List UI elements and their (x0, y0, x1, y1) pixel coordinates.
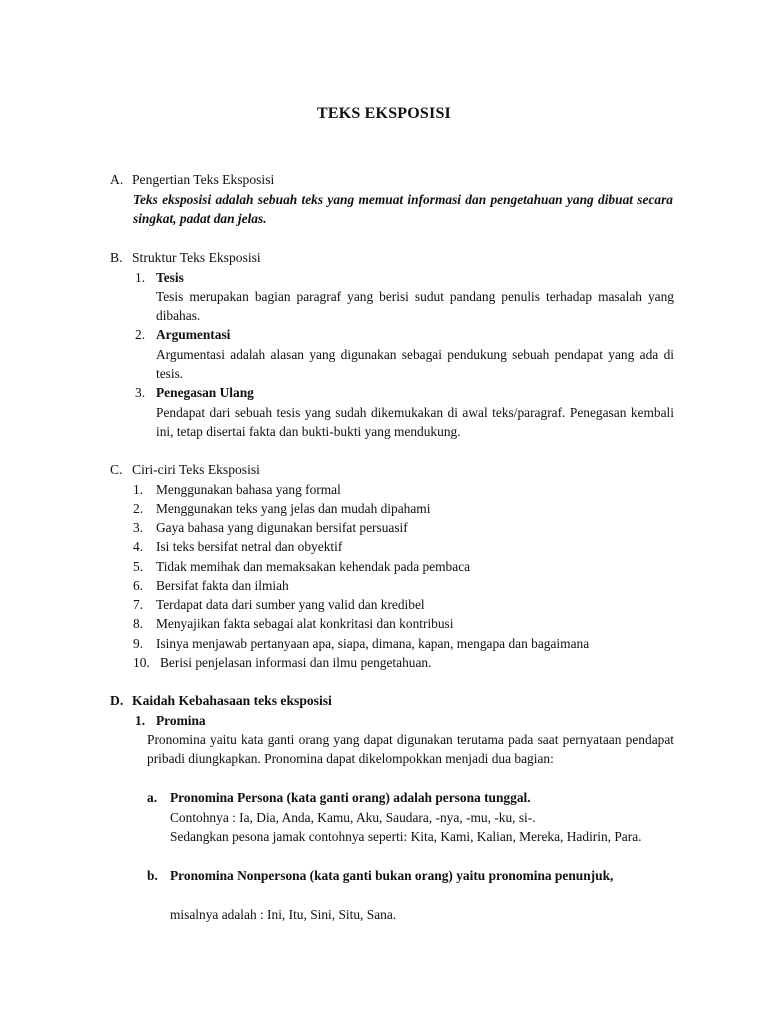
section-a-title: Pengertian Teks Eksposisi (132, 172, 275, 187)
section-c-item-8-text: Menyajikan fakta sebagai alat konkritasi dan kontribusi (156, 616, 454, 631)
section-c-item-8-number: 8. (133, 616, 144, 631)
section-c-item-6-text: Bersifat fakta dan ilmiah (156, 578, 289, 593)
section-d-heading (110, 691, 332, 710)
section-c-item-9-number: 9. (133, 636, 144, 651)
section-d-sub-a-letter: a. (147, 790, 158, 805)
section-c-item-1-text: Menggunakan bahasa yang formal (156, 482, 341, 497)
page-title: TEKS EKSPOSISI (317, 105, 451, 122)
section-d-title: Kaidah Kebahasaan teks eksposisi (132, 693, 332, 708)
section-b-item-3-title: Penegasan Ulang (156, 385, 254, 400)
section-b-item-2-number: 2. (135, 327, 146, 342)
section-c-item-6-number: 6. (133, 578, 144, 593)
section-b-item-3-number: 3. (135, 385, 146, 400)
section-a-letter: A. (110, 172, 124, 187)
section-d-item-1-number: 1. (135, 713, 146, 728)
section-b-item-2-title: Argumentasi (156, 327, 231, 342)
section-b-heading (110, 248, 261, 267)
section-d-sub-b-letter: b. (147, 868, 158, 883)
section-d-sub-a-title: Pronomina Persona (kata ganti orang) adalah persona tunggal. (170, 790, 531, 805)
section-b-item-1-number: 1. (135, 270, 146, 285)
section-b-item-2-text: Argumentasi adalah alasan yang digunakan sebagai pendukung sebuah pendapat yang ada di tesis. (156, 347, 674, 382)
section-c-item-10-number: 10. (133, 655, 150, 670)
section-c-item-5-text: Tidak memihak dan memaksakan kehendak pada pembaca (156, 559, 471, 574)
section-c-title: Ciri-ciri Teks Eksposisi (132, 462, 260, 477)
section-c-item-5-number: 5. (133, 559, 144, 574)
section-d-sub-b-line-1: misalnya adalah : Ini, Itu, Sini, Situ, Sana. (170, 907, 397, 922)
section-d-letter: D. (110, 693, 124, 708)
section-c-item-3-text: Gaya bahasa yang digunakan bersifat persuasif (156, 520, 408, 535)
section-c-letter: C. (110, 462, 123, 477)
section-c-item-2-number: 2. (133, 501, 144, 516)
section-b-item-1-title: Tesis (156, 270, 184, 285)
section-c-item-7-text: Terdapat data dari sumber yang valid dan kredibel (156, 597, 425, 612)
section-d-item-1-text: Pronomina yaitu kata ganti orang yang dapat digunakan terutama pada saat pernyataan pendapat pribadi diungkapkan. Pronomina dapat dikelompokkan menjadi dua bagian: (147, 732, 674, 767)
section-c-item-3-number: 3. (133, 520, 144, 535)
section-c-item-10-text: Berisi penjelasan informasi dan ilmu pengetahuan. (160, 655, 432, 670)
section-c-item-7-number: 7. (133, 597, 144, 612)
section-b-letter: B. (110, 250, 123, 265)
section-a-heading (110, 170, 274, 189)
section-c-heading (110, 460, 260, 479)
section-c-item-4-number: 4. (133, 539, 144, 554)
section-c-item-1-number: 1. (133, 482, 144, 497)
section-c-item-9-text: Isinya menjawab pertanyaan apa, siapa, dimana, kapan, mengapa dan bagaimana (156, 636, 590, 651)
section-b-title: Struktur Teks Eksposisi (132, 250, 261, 265)
section-c-item-4-text: Isi teks bersifat netral dan obyektif (156, 539, 343, 554)
section-b-item-1-text: Tesis merupakan bagian paragraf yang berisi sudut pandang penulis terhadap masalah yang dibahas. (156, 289, 674, 324)
section-d-sub-a-line-1: Contohnya : Ia, Dia, Anda, Kamu, Aku, Saudara, -nya, -mu, -ku, si-. (170, 810, 536, 825)
section-d-sub-b-title: Pronomina Nonpersona (kata ganti bukan orang) yaitu pronomina penunjuk, (170, 868, 614, 883)
section-b-item-3-text: Pendapat dari sebuah tesis yang sudah dikemukakan di awal teks/paragraf. Penegasan kembali ini, tetap disertai fakta dan bukti-bukti yang mendukung. (156, 405, 674, 440)
section-a-text: Teks eksposisi adalah sebuah teks yang memuat informasi dan pengetahuan yang dibuat secara singkat, padat dan jelas. (133, 192, 673, 227)
section-d-item-1-title: Promina (156, 713, 206, 728)
section-d-sub-a-line-2: Sedangkan pesona jamak contohnya seperti: Kita, Kami, Kalian, Mereka, Hadirin, Para. (170, 829, 642, 844)
section-c-item-2-text: Menggunakan teks yang jelas dan mudah dipahami (156, 501, 431, 516)
